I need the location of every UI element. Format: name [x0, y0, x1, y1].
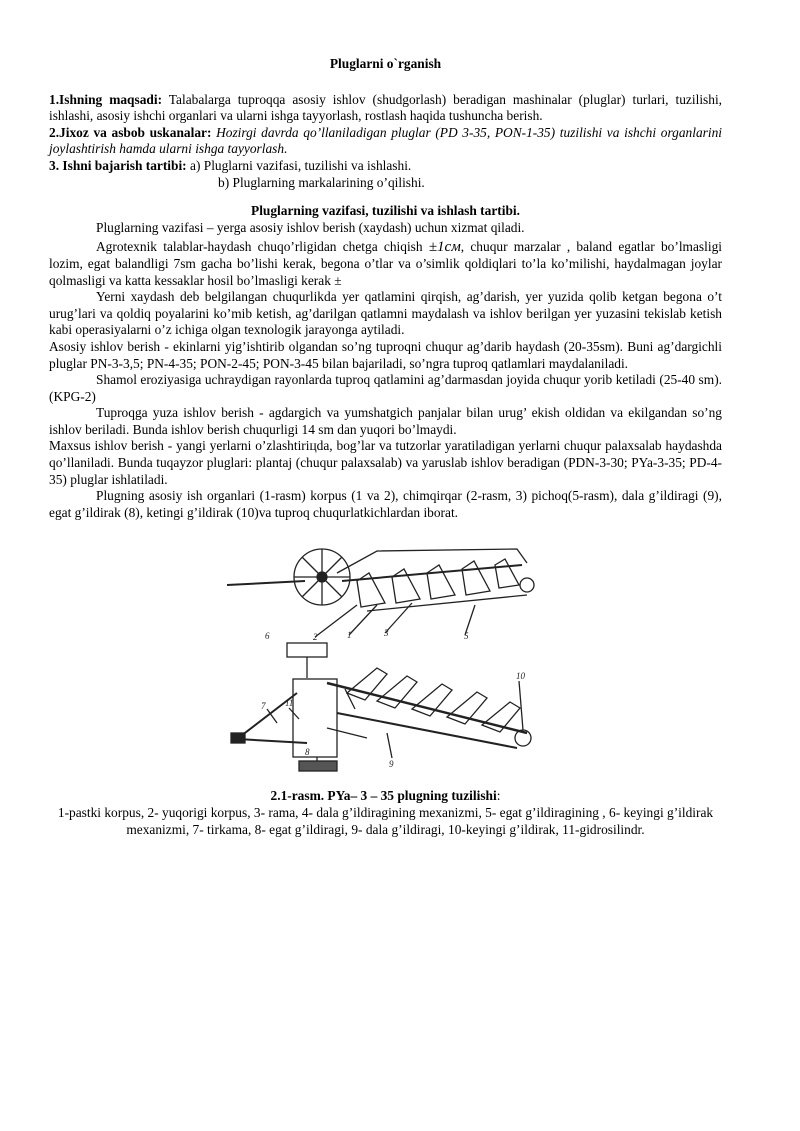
body-paragraph-2 [49, 239, 722, 289]
body-paragraph-4: Asosiy ishlov berish - ekinlarni yig’ishtirib olgandan so’ng tuproqni chuqur ag’darib haydash (20-35sm). Buni ag’dargichli pluglar PN-3-3,5; PN-4-35; PON-2-45; PON-3-45 bilan bajariladi, so’ngra tuproq qatlamlari maydalaniladi. [49, 338, 722, 371]
procedure-label: 3. Ishni bajarish tartibi: [49, 157, 187, 173]
equipment-text: Hozirgi davrda qo’llaniladigan pluglar (PD 3-35, PON-1-35) tuzilishi va ishchi organlarini joylashtirish hamda ularni ishga tayyorlash. [49, 124, 723, 157]
fig-label-6: 6 [265, 631, 270, 642]
body-paragraph-7: Maxsus ishlov berish - yangi yerlarni o’zlashtiriцda, bog’lar va tutzorlar yaratiladigan yerlarni chuqur palaxsalab haydashda qo’llaniladi. Bunda tuqayzor pluglari: plantaj (chuqur palaxsalab) va yaruslab ishlov beradigan (PDN-3-30; PYa-3-35; PD-4-35) pluglar ishlatiladi. [49, 438, 722, 487]
agrotech-text-a: Agrotexnik talablar-haydash chuqo’rligidan chetga chiqish [96, 239, 429, 255]
fig-label-9: 9 [389, 759, 394, 770]
agrotech-text-b: , chuqur marzalar , baland egatlar bo’lmasligi lozim, egat balandligi 7sm gacha bo’lishi kerak, begona o’tlar va o’simlik qoldiqlari to’la ko’milishi, haydalmagan joylar qolmasligi va katta kessaklar hosil bo’lmasligi kerak ± [49, 239, 722, 288]
body-paragraph-8: Plugning asosiy ish organlari (1-rasm) korpus (1 va 2), chimqirqar (2-rasm, 3) pichoq(5-rasm), dala g’ildiragi (9), egat g’ildirak (8), ketingi g’ildirak (10)va tuproq chuqurlatkichlardan iborat. [49, 488, 722, 520]
front-wheel-plan [287, 643, 327, 657]
tolerance-formula: ±1см [428, 239, 461, 256]
body-paragraph-6: Tuproqga yuza ishlov berish - agdargich va yumshatgich panjalar bilan urug’ ekish oldidan va ekilgandan so’ng ishlov beriladi. Bunda ishlov berish chuqurligi 14 sm dan yuqori bo’lmaydi. [49, 405, 722, 437]
figure-caption [49, 788, 722, 805]
caption-colon: : [496, 788, 501, 804]
fig-label-11: 11 [285, 698, 294, 709]
procedure-paragraph [49, 158, 722, 175]
procedure-item-b: b) Pluglarning markalarining o’qilishi. [218, 174, 425, 190]
fig-label-3: 3 [384, 628, 389, 639]
section-title: Pluglarning vazifasi, tuzilishi va ishlash tartibi. [251, 203, 520, 219]
body-paragraph-5: Shamol eroziyasiga uchraydigan rayonlarda tuproq qatlamini ag’darmasdan joyida chuqur yorib ketiladi (25-40 sm).(KPG-2) [49, 372, 722, 404]
plough-drawing [227, 533, 567, 778]
purpose-text: Talabalarga tuproqqa asosiy ishlov (shudgorlash) beradigan mashinalar (pluglar) turlari, tuzilishi, ishlashi, asosiy ishchi organlari va ularni ishga tayyorlash, rostlash haqida tushuncha berish. [49, 91, 723, 124]
fig-label-2: 2 [313, 632, 318, 643]
equipment-paragraph [49, 125, 722, 158]
caption-title: 2.1-rasm. PYa– 3 – 35 plugning tuzilishi [270, 788, 497, 804]
document-title: Pluglarni o`rganish [329, 56, 442, 71]
fig-label-1: 1 [347, 630, 352, 641]
body-paragraph-1: Pluglarning vazifasi – yerga asosiy ishlov berish (xaydash) uchun xizmat qiladi. [96, 219, 525, 235]
procedure-item-a: a) Pluglarni vazifasi, tuzilishi va ishlashi. [186, 157, 412, 173]
fig-label-7: 7 [261, 701, 266, 712]
document-page [49, 56, 722, 838]
plough-diagram [227, 533, 567, 778]
furrow-wheel-plan [299, 761, 337, 771]
fig-label-8: 8 [305, 747, 310, 758]
fig-label-10: 10 [516, 671, 525, 682]
purpose-label: 1.Ishning maqsadi: [49, 91, 163, 107]
purpose-paragraph [49, 92, 722, 125]
figure-legend: 1-pastki korpus, 2- yuqorigi korpus, 3- rama, 4- dala g’ildiragining mexanizmi, 5- egat g’ildiragining , 6- keyingi g’ildirak mexanizmi, 7- tirkama, 8- egat g’ildiragi, 9- dala g’ildiragi, 10-keyingi g’ildirak, 11-gidrosilindr. [57, 805, 714, 837]
body-paragraph-3: Yerni xaydash deb belgilangan chuqurlikda yer qatlamini qirqish, ag’darish, yer yuzida qolib ketgan begona o’t urug’lari va qoldiq poyalarini ko’mib ketish, ag’darilgan qatlamni maydalash va ishlov berilgan yer yuzasini tekislab ketish kabi operasiyalarni o’z ichiga olgan texnologik jarayonga aytiladi. [49, 289, 722, 338]
fig-label-5: 5 [464, 631, 469, 642]
equipment-label: 2.Jixoz va asbob uskanalar: [49, 124, 212, 140]
